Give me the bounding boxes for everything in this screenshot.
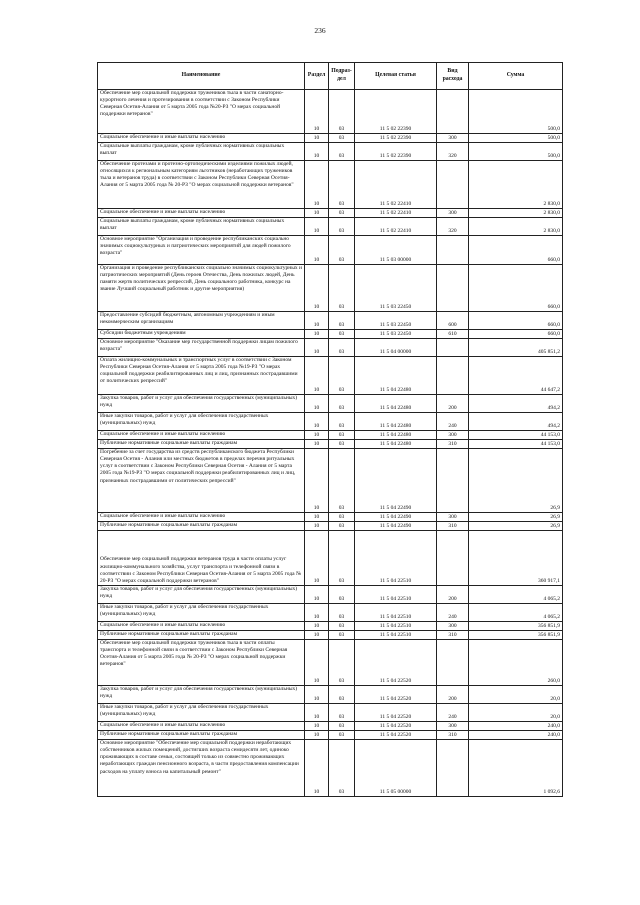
cell-amount: 260,0: [469, 640, 563, 686]
table-row: [98, 631, 563, 640]
cell-expense-type: [437, 236, 469, 265]
cell-target: 11 5 05 00000: [355, 740, 437, 797]
table-row: [98, 704, 563, 722]
cell-amount: 500,0: [469, 143, 563, 161]
cell-target: 11 5 04 22520: [355, 722, 437, 731]
cell-subsection: 03: [329, 513, 355, 522]
cell-name: Основное мероприятие "Обеспечение мер социальной поддержки неработающих собственников жилых помещений, достигших возраста семидесяти лет, одиноко проживающих в составе семьи, состоящей только из совместно проживающих неработающих граждан пенсионного возраста, в части предоставления компенсации расходов на уплату взноса на капитальный ремонт": [98, 740, 305, 797]
cell-expense-type: 240: [437, 413, 469, 431]
cell-name: Социальные выплаты гражданам, кроме публичных нормативных социальных выплат: [98, 218, 305, 236]
cell-target: 11 5 03 22450: [355, 330, 437, 339]
cell-amount: 660,0: [469, 236, 563, 265]
header-target: Целевая статья: [355, 63, 437, 90]
cell-name: Иные закупки товаров, работ и услуг для обеспечения государственных (муниципальных) нужд: [98, 704, 305, 722]
cell-name: Социальное обеспечение и иные выплаты населению: [98, 209, 305, 218]
table-row: [98, 604, 563, 622]
cell-section: 10: [305, 686, 329, 704]
cell-section: 10: [305, 395, 329, 413]
cell-name: Социальное обеспечение и иные выплаты населению: [98, 431, 305, 440]
table-row: [98, 265, 563, 312]
cell-target: 11 5 04 22520: [355, 704, 437, 722]
cell-section: 10: [305, 265, 329, 312]
cell-amount: 494,2: [469, 395, 563, 413]
cell-target: 11 5 04 22480: [355, 413, 437, 431]
cell-section: 10: [305, 218, 329, 236]
cell-section: 10: [305, 440, 329, 449]
header-section: Раздел: [305, 63, 329, 90]
cell-section: 10: [305, 740, 329, 797]
cell-amount: 20,0: [469, 704, 563, 722]
cell-section: 10: [305, 209, 329, 218]
table-row: [98, 449, 563, 513]
cell-name: Публичные нормативные социальные выплаты гражданам: [98, 631, 305, 640]
header-subsection: Подраз- дел: [329, 63, 355, 90]
cell-section: 10: [305, 413, 329, 431]
cell-amount: 360 917,1: [469, 531, 563, 586]
cell-amount: 2 830,0: [469, 209, 563, 218]
cell-name: Субсидии бюджетным учреждениям: [98, 330, 305, 339]
table-row: [98, 330, 563, 339]
cell-target: 11 5 04 22520: [355, 686, 437, 704]
table-row: [98, 722, 563, 731]
cell-subsection: 03: [329, 209, 355, 218]
cell-name: Обеспечение протезами и протезно-ортопедическими изделиями пожилых людей, относящихся к региональным категориям льготников (неработающих тружеников тыла и ветеранов труда) в соответствии с Законом Республики Северная Осетия-Алания от 5 марта 2005 года № 20-РЗ "О мерах социальной поддержки ветеранов": [98, 161, 305, 209]
cell-section: 10: [305, 330, 329, 339]
cell-section: 10: [305, 731, 329, 740]
cell-subsection: 03: [329, 339, 355, 357]
cell-name: Обеспечение мер социальной поддержки тружеников тыла в части оплаты транспорта и телефонной связи в соответствии с Законом Республики Северная Осетия-Алания от 5 марта 2005 года № 20-РЗ "О мерах социальной поддержки ветеранов": [98, 640, 305, 686]
cell-section: 10: [305, 531, 329, 586]
cell-name: Иные закупки товаров, работ и услуг для обеспечения государственных (муниципальных) нужд: [98, 604, 305, 622]
cell-expense-type: [437, 265, 469, 312]
cell-expense-type: 610: [437, 330, 469, 339]
cell-amount: 2 830,0: [469, 161, 563, 209]
cell-expense-type: [437, 357, 469, 395]
cell-subsection: 03: [329, 143, 355, 161]
cell-amount: 500,0: [469, 90, 563, 134]
cell-target: 11 5 04 22480: [355, 440, 437, 449]
cell-expense-type: 310: [437, 440, 469, 449]
cell-subsection: 03: [329, 604, 355, 622]
cell-expense-type: [437, 161, 469, 209]
cell-name: Оплата жилищно-коммунальных и транспортных услуг в соответствии с Законом Республики Северная Осетия-Алания от 5 марта 2005 года №19-РЗ "О мерах социальной поддержки реабилитированных лиц и лиц, признанных пострадавшими от политических репрессий": [98, 357, 305, 395]
header-expense-type: Вид расхода: [437, 63, 469, 90]
table-body: [98, 90, 563, 797]
cell-expense-type: 320: [437, 218, 469, 236]
cell-subsection: 03: [329, 722, 355, 731]
cell-amount: 2 830,0: [469, 218, 563, 236]
cell-amount: 660,0: [469, 312, 563, 330]
cell-expense-type: 300: [437, 722, 469, 731]
cell-amount: 240,0: [469, 722, 563, 731]
table-row: [98, 413, 563, 431]
cell-name: Социальные выплаты гражданам, кроме публичных нормативных социальных выплат: [98, 143, 305, 161]
cell-target: 11 5 03 00000: [355, 236, 437, 265]
cell-target: 11 5 04 22480: [355, 431, 437, 440]
cell-name: Иные закупки товаров, работ и услуг для обеспечения государственных (муниципальных) нужд: [98, 413, 305, 431]
header-amount: Сумма: [469, 63, 563, 90]
cell-target: 11 5 02 22390: [355, 143, 437, 161]
cell-target: 11 5 04 22510: [355, 622, 437, 631]
table-row: [98, 640, 563, 686]
cell-target: 11 5 04 22480: [355, 357, 437, 395]
cell-name: Закупка товаров, работ и услуг для обеспечения государственных (муниципальных) нужд: [98, 586, 305, 604]
cell-section: 10: [305, 513, 329, 522]
cell-target: 11 5 02 22390: [355, 90, 437, 134]
cell-amount: 500,0: [469, 134, 563, 143]
cell-amount: 20,0: [469, 686, 563, 704]
cell-expense-type: [437, 740, 469, 797]
cell-target: 11 5 03 22450: [355, 312, 437, 330]
table-row: [98, 395, 563, 413]
cell-subsection: 03: [329, 90, 355, 134]
cell-expense-type: 600: [437, 312, 469, 330]
table-row: [98, 513, 563, 522]
cell-amount: 356 851,9: [469, 631, 563, 640]
cell-target: 11 5 04 22520: [355, 640, 437, 686]
cell-target: 11 5 02 22390: [355, 134, 437, 143]
cell-subsection: 03: [329, 440, 355, 449]
cell-subsection: 03: [329, 236, 355, 265]
cell-amount: 240,0: [469, 731, 563, 740]
table-row: [98, 686, 563, 704]
cell-subsection: 03: [329, 431, 355, 440]
cell-amount: 26,9: [469, 449, 563, 513]
cell-name: Обеспечение мер социальной поддержки тружеников тыла в части санаторно-курортного лечения и протезирования в соответствии с Законом Республики Северная Осетия-Алания от 5 марта 2005 года №20-РЗ "О мерах социальной поддержки ветеранов": [98, 90, 305, 134]
cell-name: Публичные нормативные социальные выплаты гражданам: [98, 522, 305, 531]
cell-section: 10: [305, 312, 329, 330]
cell-subsection: 03: [329, 686, 355, 704]
cell-target: 11 5 02 22410: [355, 161, 437, 209]
cell-amount: 4 065,2: [469, 604, 563, 622]
cell-amount: 660,0: [469, 265, 563, 312]
cell-subsection: 03: [329, 522, 355, 531]
cell-section: 10: [305, 631, 329, 640]
cell-expense-type: [437, 531, 469, 586]
cell-target: 11 5 04 22510: [355, 631, 437, 640]
cell-name: Социальное обеспечение и иные выплаты населению: [98, 134, 305, 143]
cell-section: 10: [305, 449, 329, 513]
cell-section: 10: [305, 134, 329, 143]
cell-subsection: 03: [329, 640, 355, 686]
cell-expense-type: [437, 449, 469, 513]
table-row: [98, 440, 563, 449]
cell-target: 11 5 04 22520: [355, 731, 437, 740]
cell-target: 11 5 02 22410: [355, 218, 437, 236]
table-row: [98, 622, 563, 631]
cell-expense-type: 300: [437, 209, 469, 218]
cell-amount: 44 647,2: [469, 357, 563, 395]
cell-expense-type: 300: [437, 513, 469, 522]
table-row: [98, 357, 563, 395]
cell-name: Социальное обеспечение и иные выплаты населению: [98, 722, 305, 731]
header-name: Наименование: [98, 63, 305, 90]
cell-expense-type: 300: [437, 134, 469, 143]
cell-name: Основное мероприятие "Организация и проведение республиканских социально значимых социокультурных и патриотических мероприятий для людей пожилого возраста": [98, 236, 305, 265]
cell-subsection: 03: [329, 586, 355, 604]
budget-table: [97, 62, 563, 797]
cell-subsection: 03: [329, 731, 355, 740]
cell-target: 11 5 04 00000: [355, 339, 437, 357]
cell-section: 10: [305, 522, 329, 531]
cell-subsection: 03: [329, 161, 355, 209]
cell-subsection: 03: [329, 265, 355, 312]
cell-amount: 660,0: [469, 330, 563, 339]
cell-section: 10: [305, 640, 329, 686]
cell-expense-type: 310: [437, 731, 469, 740]
cell-amount: 4 065,2: [469, 586, 563, 604]
cell-expense-type: [437, 640, 469, 686]
cell-name: Социальное обеспечение и иные выплаты населению: [98, 622, 305, 631]
table-row: [98, 586, 563, 604]
table-row: [98, 312, 563, 330]
cell-expense-type: [437, 90, 469, 134]
cell-name: Погребение за счет государства из средств республиканского бюджета Республики Северная Осетия - Алания или местных бюджетов в пределах перечня ритуальных услуг в соответствии с Законом Республики Северная Осетия - Алания от 5 марта 2005 года №19-РЗ "О мерах социальной поддержки реабилитированных лиц и лиц, признанных пострадавшими от политических репрессий": [98, 449, 305, 513]
cell-target: 11 5 04 22510: [355, 586, 437, 604]
cell-subsection: 03: [329, 134, 355, 143]
cell-section: 10: [305, 143, 329, 161]
cell-target: 11 5 03 22450: [355, 265, 437, 312]
cell-section: 10: [305, 161, 329, 209]
table-row: [98, 522, 563, 531]
cell-section: 10: [305, 431, 329, 440]
table-row: [98, 431, 563, 440]
cell-subsection: 03: [329, 631, 355, 640]
cell-expense-type: 240: [437, 704, 469, 722]
cell-amount: 494,2: [469, 413, 563, 431]
page-number: 236: [314, 26, 326, 35]
cell-expense-type: 200: [437, 586, 469, 604]
cell-expense-type: 310: [437, 631, 469, 640]
cell-amount: 26,9: [469, 522, 563, 531]
cell-subsection: 03: [329, 531, 355, 586]
cell-subsection: 03: [329, 622, 355, 631]
cell-amount: 1 092,6: [469, 740, 563, 797]
cell-section: 10: [305, 622, 329, 631]
cell-subsection: 03: [329, 449, 355, 513]
table-row: [98, 143, 563, 161]
cell-target: 11 5 02 22410: [355, 209, 437, 218]
cell-section: 10: [305, 90, 329, 134]
cell-expense-type: 240: [437, 604, 469, 622]
table-row: [98, 339, 563, 357]
cell-name: Обеспечение мер социальной поддержки ветеранов труда в части оплаты услуг жилищно-коммунального хозяйства, услуг транспорта и телефонной связи в соответствии с Законом Республики Северная Осетия-Алания от 5 марта 2005 года № 20-РЗ "О мерах социальной поддержки ветеранов": [98, 531, 305, 586]
cell-subsection: 03: [329, 218, 355, 236]
table-row: [98, 731, 563, 740]
cell-amount: 44 153,0: [469, 440, 563, 449]
table-row: [98, 531, 563, 586]
cell-section: 10: [305, 704, 329, 722]
cell-expense-type: 200: [437, 686, 469, 704]
cell-expense-type: 300: [437, 431, 469, 440]
cell-subsection: 03: [329, 395, 355, 413]
cell-name: Основное мероприятие "Оказание мер государственной поддержки лицам пожилого возраста": [98, 339, 305, 357]
cell-name: Закупка товаров, работ и услуг для обеспечения государственных (муниципальных) нужд: [98, 395, 305, 413]
cell-subsection: 03: [329, 704, 355, 722]
cell-section: 10: [305, 586, 329, 604]
cell-amount: 26,9: [469, 513, 563, 522]
table-row: [98, 218, 563, 236]
cell-subsection: 03: [329, 357, 355, 395]
cell-amount: 44 153,0: [469, 431, 563, 440]
cell-name: Закупка товаров, работ и услуг для обеспечения государственных (муниципальных) нужд: [98, 686, 305, 704]
table-row: [98, 90, 563, 134]
cell-section: 10: [305, 236, 329, 265]
table-row: [98, 740, 563, 797]
cell-name: Публичные нормативные социальные выплаты гражданам: [98, 440, 305, 449]
cell-expense-type: 300: [437, 622, 469, 631]
cell-target: 11 5 04 22490: [355, 449, 437, 513]
cell-section: 10: [305, 339, 329, 357]
cell-name: Организация и проведение республиканских социально значимых социокультурных и патриотических мероприятий (День героев Отечества, День пожилых людей, День памяти жертв политических репрессий, День социального работника, конкурс на звание Лучший социальный работник и другие мероприятия): [98, 265, 305, 312]
cell-target: 11 5 04 22510: [355, 604, 437, 622]
cell-section: 10: [305, 357, 329, 395]
cell-subsection: 03: [329, 413, 355, 431]
cell-section: 10: [305, 722, 329, 731]
cell-expense-type: [437, 339, 469, 357]
table-header-row: [98, 63, 563, 90]
cell-amount: 356 851,9: [469, 622, 563, 631]
cell-expense-type: 200: [437, 395, 469, 413]
table-row: [98, 209, 563, 218]
cell-amount: 405 851,2: [469, 339, 563, 357]
table-row: [98, 134, 563, 143]
cell-expense-type: 310: [437, 522, 469, 531]
cell-name: Социальное обеспечение и иные выплаты населению: [98, 513, 305, 522]
cell-subsection: 03: [329, 330, 355, 339]
cell-target: 11 5 04 22510: [355, 531, 437, 586]
cell-target: 11 5 04 22490: [355, 513, 437, 522]
table-row: [98, 161, 563, 209]
cell-target: 11 5 04 22490: [355, 522, 437, 531]
cell-subsection: 03: [329, 740, 355, 797]
cell-subsection: 03: [329, 312, 355, 330]
cell-target: 11 5 04 22480: [355, 395, 437, 413]
cell-name: Публичные нормативные социальные выплаты гражданам: [98, 731, 305, 740]
cell-section: 10: [305, 604, 329, 622]
cell-expense-type: 320: [437, 143, 469, 161]
cell-name: Предоставление субсидий бюджетным, автономным учреждениям и иным некоммерческим организациям: [98, 312, 305, 330]
table-row: [98, 236, 563, 265]
